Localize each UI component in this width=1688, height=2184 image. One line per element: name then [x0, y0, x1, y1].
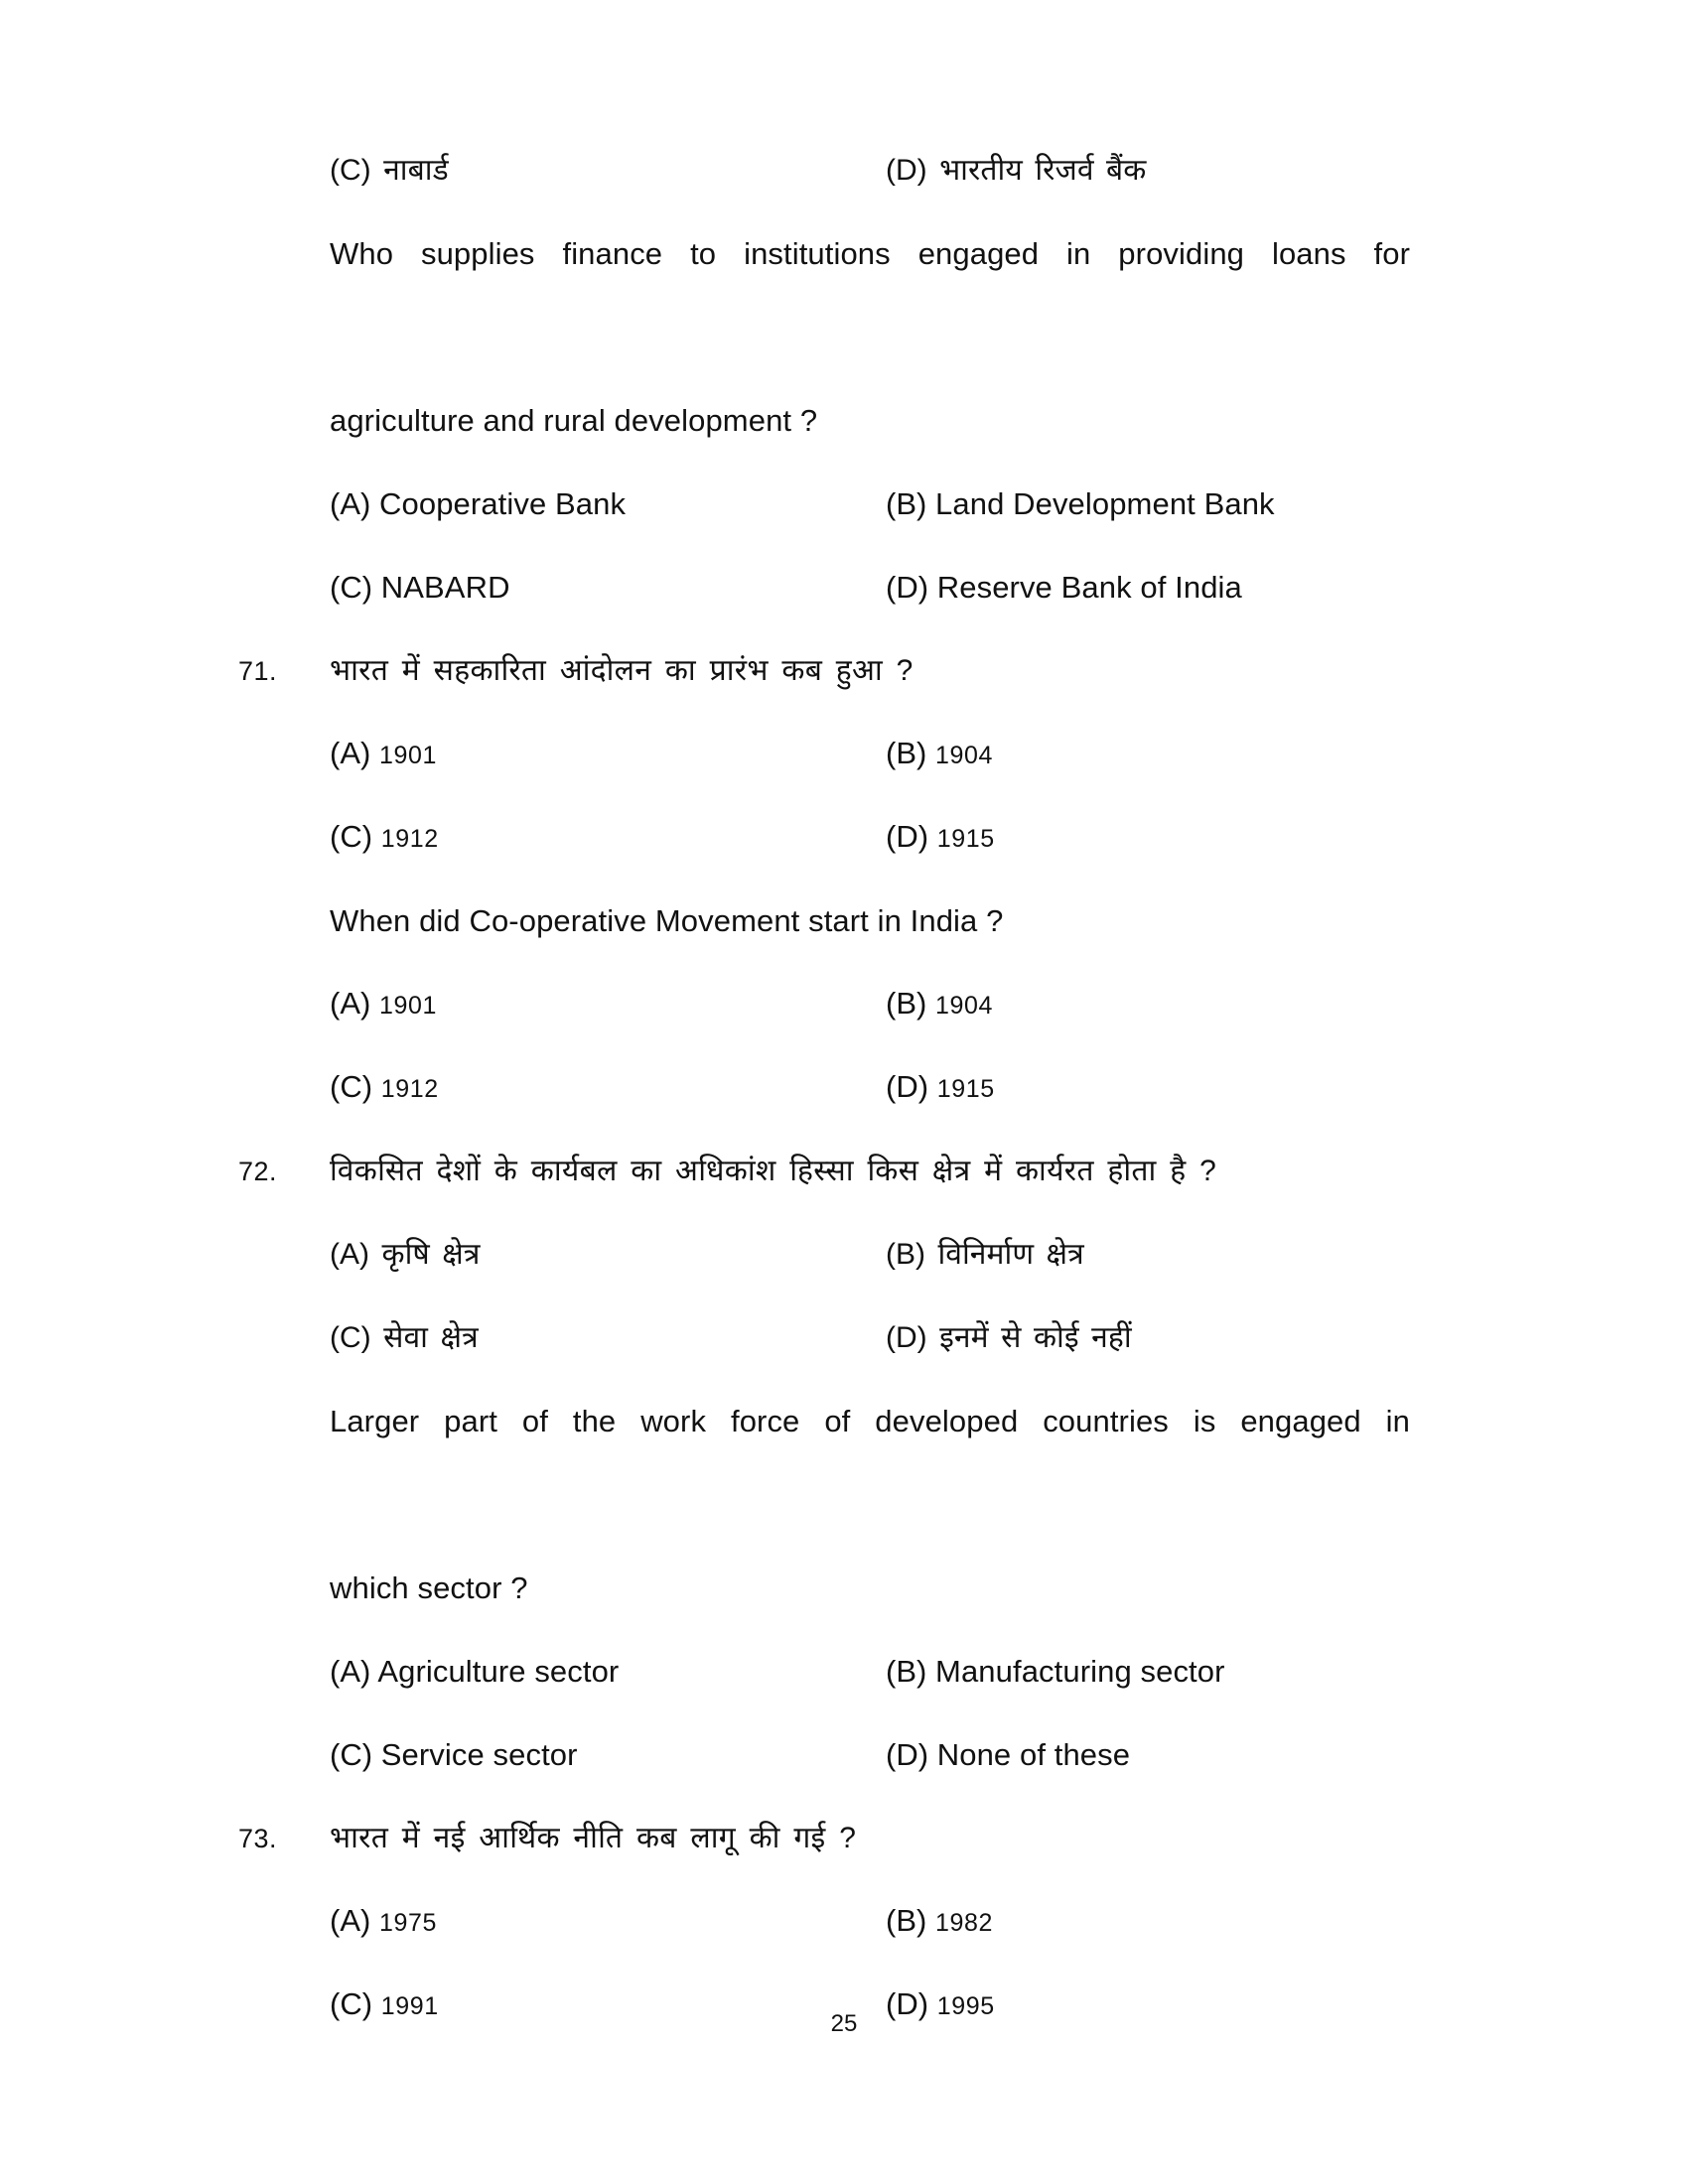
option-text: 1991 — [380, 1992, 439, 2020]
page-number: 25 — [830, 2010, 858, 2037]
option-row-q70-english-ab — [330, 463, 1410, 546]
option-row-q71-english-ab — [330, 963, 1410, 1046]
option-text: 1912 — [380, 1075, 439, 1103]
option-q72-english-b[interactable] — [886, 1630, 1410, 1713]
option-row-q71-hindi-ab — [330, 713, 1410, 796]
option-row-q72-english-ab — [330, 1630, 1410, 1713]
question-71 — [238, 629, 1410, 1130]
question-71-stem-english: When did Co-operative Movement start in India ? — [330, 903, 1004, 938]
option-q70-english-c[interactable] — [330, 546, 886, 629]
option-label: (B) — [886, 986, 927, 1021]
option-text: इनमें से कोई नहीं — [939, 1321, 1132, 1354]
question-71-stem-hindi: भारत में सहकारिता आंदोलन का प्रारंभ कब हुआ ? — [330, 654, 914, 687]
option-q71-hindi-c[interactable] — [330, 795, 886, 881]
option-text: 1915 — [936, 1075, 995, 1103]
option-text: 1995 — [936, 1992, 995, 2020]
option-q73-hindi-b[interactable] — [886, 1879, 1410, 1965]
option-label: (B) — [886, 736, 927, 770]
option-q72-hindi-a[interactable] — [330, 1213, 886, 1297]
option-label: (C) — [330, 1737, 373, 1772]
option-label: (D) — [886, 1986, 929, 2021]
question-71-stem-hindi-line — [238, 629, 1410, 713]
option-q71-english-c[interactable] — [330, 1045, 886, 1131]
option-text: Agriculture sector — [377, 1654, 620, 1689]
option-row-q72-hindi-cd — [330, 1297, 1410, 1380]
option-q71-hindi-a[interactable] — [330, 712, 886, 797]
option-q71-hindi-b[interactable] — [886, 712, 1410, 797]
option-text: सेवा क्षेत्र — [383, 1321, 479, 1354]
option-label: (D) — [886, 819, 929, 854]
option-label: (B) — [886, 1903, 927, 1938]
option-label: (A) — [330, 1238, 369, 1271]
question-72-stem-hindi: विकसित देशों के कार्यबल का अधिकांश हिस्सा किस क्षेत्र में कार्यरत होता है ? — [330, 1155, 1217, 1187]
option-q71-english-b[interactable] — [886, 962, 1410, 1047]
option-text: Land Development Bank — [935, 486, 1275, 521]
option-text: None of these — [936, 1737, 1131, 1772]
option-label: (D) — [886, 570, 929, 605]
option-label: (D) — [886, 154, 927, 187]
option-text: 1915 — [936, 825, 995, 853]
option-q70-english-d[interactable] — [886, 546, 1410, 629]
option-label: (C) — [330, 1321, 371, 1354]
option-q73-hindi-a[interactable] — [330, 1879, 886, 1965]
option-row-q72-english-cd — [330, 1713, 1410, 1797]
option-label: (D) — [886, 1737, 929, 1772]
option-label: (C) — [330, 819, 373, 854]
option-text: 1904 — [935, 992, 994, 1020]
option-text: 1901 — [379, 742, 438, 769]
option-label: (C) — [330, 1069, 373, 1104]
question-71-number: 71. — [238, 656, 278, 686]
option-label: (D) — [886, 1069, 929, 1104]
option-q70-english-a[interactable] — [330, 463, 886, 546]
option-q72-hindi-c[interactable] — [330, 1297, 886, 1380]
option-label: (A) — [330, 736, 371, 770]
option-row-q72-hindi-ab — [330, 1213, 1410, 1297]
question-72-number: 72. — [238, 1157, 278, 1186]
option-row-q73-hindi-ab — [330, 1880, 1410, 1964]
option-text: कृषि क्षेत्र — [381, 1238, 481, 1271]
option-text: Cooperative Bank — [379, 486, 627, 521]
option-text: NABARD — [380, 570, 510, 605]
page-content — [238, 129, 1410, 2047]
question-72-stem-hindi-line — [238, 1130, 1410, 1213]
option-q72-english-a[interactable] — [330, 1630, 886, 1713]
option-q72-hindi-d[interactable] — [886, 1297, 1410, 1380]
option-q72-hindi-b[interactable] — [886, 1213, 1410, 1297]
option-q72-english-c[interactable] — [330, 1713, 886, 1797]
option-text: नाबार्ड — [383, 154, 449, 187]
question-q70-stem-english-line-2: agriculture and rural development ? — [330, 403, 818, 438]
option-label: (C) — [330, 1986, 373, 2021]
question-73-stem-hindi: भारत में नई आर्थिक नीति कब लागू की गई ? — [330, 1822, 857, 1854]
option-row-q70-english-cd — [330, 546, 1410, 629]
option-text: 1912 — [380, 825, 439, 853]
option-text: Manufacturing sector — [935, 1654, 1225, 1689]
option-text: विनिर्माण क्षेत्र — [937, 1238, 1084, 1271]
option-label: (B) — [886, 1654, 927, 1689]
option-label: (B) — [886, 486, 927, 521]
option-label: (A) — [330, 486, 371, 521]
option-text: Reserve Bank of India — [936, 570, 1242, 605]
option-text: भारतीय रिजर्व बैंक — [939, 154, 1147, 187]
option-q70-hindi-c[interactable] — [330, 129, 886, 212]
question-72 — [238, 1130, 1410, 1797]
option-q70-english-b[interactable] — [886, 463, 1410, 546]
option-label: (B) — [886, 1238, 925, 1271]
option-text: 1982 — [935, 1909, 994, 1937]
option-q71-hindi-d[interactable] — [886, 795, 1410, 881]
option-label: (C) — [330, 570, 373, 605]
option-label: (A) — [330, 1903, 371, 1938]
option-text: 1904 — [935, 742, 994, 769]
question-72-stem-english-line-2: which sector ? — [330, 1570, 528, 1605]
option-label: (A) — [330, 1654, 371, 1689]
option-row-q71-english-cd — [330, 1046, 1410, 1130]
option-q72-english-d[interactable] — [886, 1713, 1410, 1797]
option-q71-english-d[interactable] — [886, 1045, 1410, 1131]
option-label: (C) — [330, 154, 371, 187]
option-text: 1975 — [379, 1909, 438, 1937]
option-text: Service sector — [380, 1737, 578, 1772]
option-label: (A) — [330, 986, 371, 1021]
option-q71-english-a[interactable] — [330, 962, 886, 1047]
option-q70-hindi-d[interactable] — [886, 129, 1410, 212]
option-label: (D) — [886, 1321, 927, 1354]
question-72-stem-english-line-1: Larger part of the work force of developed countries is engaged in — [330, 1404, 1410, 1438]
option-text: 1901 — [379, 992, 438, 1020]
question-73-stem-hindi-line — [238, 1797, 1410, 1880]
question-73-number: 73. — [238, 1824, 278, 1853]
option-row-q71-hindi-cd — [330, 796, 1410, 880]
question-q70-stem-english-line-1: Who supplies finance to institutions engaged in providing loans for — [330, 236, 1410, 271]
option-row-q70-hindi-cd — [330, 129, 1410, 212]
